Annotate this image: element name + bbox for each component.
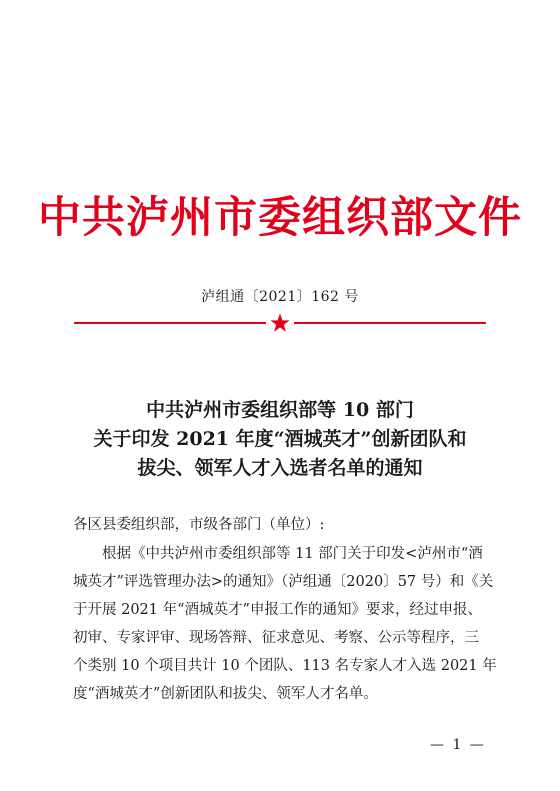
title-line: 关于印发 2021 年度“酒城英才”创新团队和 [93, 428, 467, 450]
document-masthead: 中共泸州市委组织部文件 [38, 193, 522, 243]
red-divider [74, 313, 486, 333]
document-number: 泸组通〔2021〕162 号 [201, 289, 359, 305]
salutation: 各区县委组织部，市级各部门（单位）: [73, 517, 325, 533]
body-paragraph [73, 540, 497, 708]
title-line: 拔尖、领军人才入选者名单的通知 [137, 457, 423, 479]
star-icon [270, 313, 290, 333]
divider-line-right [294, 322, 486, 324]
paragraph-line: 于开展 2021 年“酒城英才”申报工作的通知》要求，经过申报、 [73, 602, 482, 618]
paragraph-line: 城英才”评选管理办法>的通知》（泸组通〔2020〕57 号）和《关 [73, 574, 494, 590]
paragraph-line: 度“酒城英才”创新团队和拔尖、领军人才名单。 [73, 686, 378, 702]
page-number: — 1 — [430, 737, 486, 753]
notice-title [0, 396, 560, 483]
title-line: 中共泸州市委组织部等 10 部门 [146, 399, 414, 421]
paragraph-line: 初审、专家评审、现场答辩、征求意见、考察、公示等程序，三 [73, 630, 479, 646]
divider-line-left [74, 322, 266, 324]
paragraph-line: 根据《中共泸州市委组织部等 11 部门关于印发<泸州市“酒 [102, 546, 483, 562]
paragraph-line: 个类别 10 个项目共计 10 个团队、113 名专家人才入选 2021 年 [73, 658, 497, 674]
